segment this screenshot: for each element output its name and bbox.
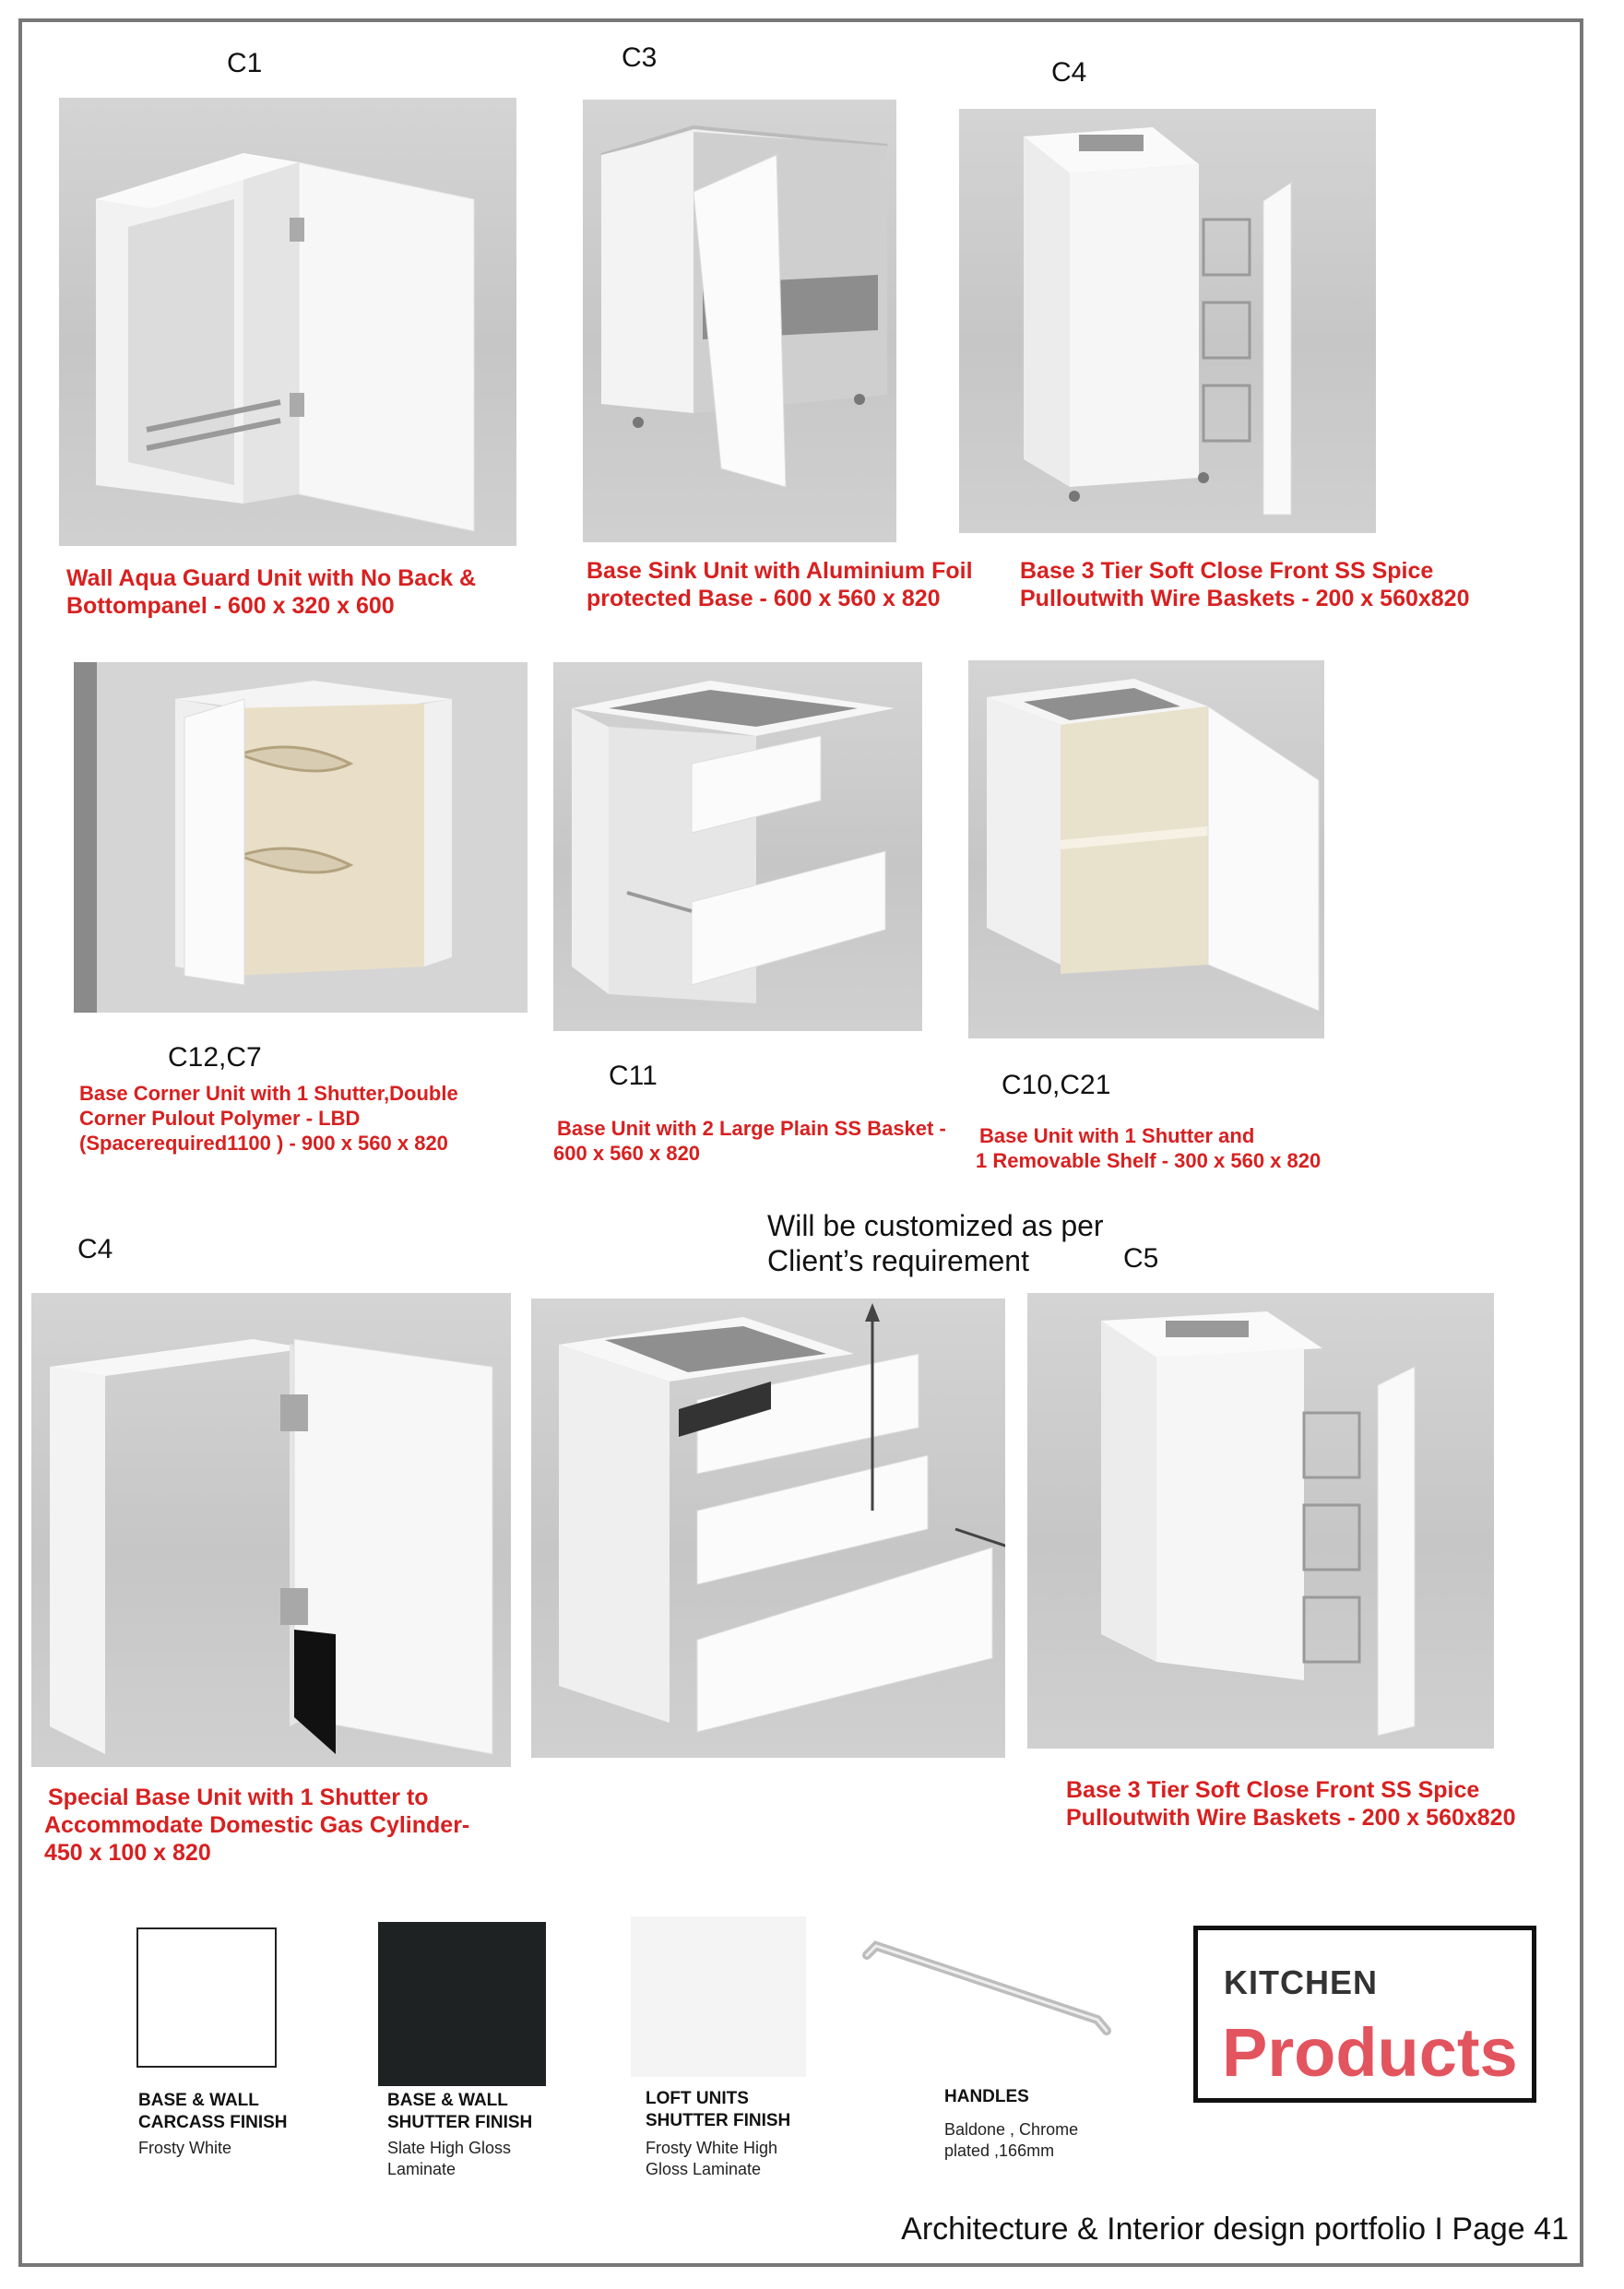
swatch-slate-high-gloss	[378, 1922, 546, 2086]
logo-line-kitchen: KITCHEN	[1224, 1963, 1378, 2001]
cabinet-photo-gas-cylinder-unit	[31, 1293, 511, 1767]
page-footer: Architecture & Interior design portfolio I Page 41	[901, 2212, 1569, 2247]
cabinet-photo-corner-unit	[74, 662, 528, 1013]
customization-note: Will be customized as per Client’s requirement	[767, 1209, 1104, 1277]
finish-title-loft: LOFT UNITS SHUTTER FINISH	[646, 2089, 791, 2130]
cabinet-photo-three-drawer-unit	[531, 1299, 1005, 1758]
unit-description-c3: Base Sink Unit with Aluminium Foil protected Base - 600 x 560 x 820	[587, 558, 973, 611]
finish-desc-handles: Baldone , Chrome plated ,166mm	[944, 2120, 1079, 2160]
finish-desc-carcass: Frosty White	[138, 2139, 232, 2157]
unit-code-c12-c7: C12,C7	[168, 1042, 262, 1073]
cabinet-photo-spice-pullout	[959, 109, 1376, 533]
swatch-frosty-white	[136, 1927, 277, 2068]
unit-description-c11: Base Unit with 2 Large Plain SS Basket - 600 x 560 x 820	[553, 1117, 946, 1165]
unit-description-c4-special: Special Base Unit with 1 Shutter to Accommodate Domestic Gas Cylinder- 450 x 100 x 820	[44, 1785, 470, 1866]
logo-line-products: Products	[1222, 2014, 1518, 2091]
finish-title-handles: HANDLES	[944, 2087, 1029, 2106]
cabinet-photo-shelf-unit	[968, 660, 1324, 1038]
unit-description-c10-c21: Base Unit with 1 Shutter and 1 Removable Shelf - 300 x 560 x 820	[976, 1124, 1322, 1172]
finish-title-shutter: BASE & WALL SHUTTER FINISH	[387, 2091, 533, 2132]
unit-description-c12-c7: Base Corner Unit with 1 Shutter,Double Corner Pulout Polymer - LBD (Spacerequired1100 ) - 900 x 560 x 820	[79, 1082, 458, 1155]
handle-icon	[858, 1927, 1125, 2047]
finish-title-carcass: BASE & WALL CARCASS FINISH	[138, 2091, 288, 2132]
kitchen-products-logo	[1193, 1926, 1536, 2103]
unit-code-c10-c21: C10,C21	[1002, 1070, 1111, 1100]
cabinet-photo-spice-pullout-c5	[1027, 1293, 1494, 1749]
finish-desc-shutter: Slate High Gloss Laminate	[387, 2139, 512, 2178]
unit-code-c3: C3	[622, 42, 658, 73]
finish-desc-loft: Frosty White High Gloss Laminate	[646, 2139, 778, 2178]
unit-code-c1: C1	[227, 48, 263, 78]
cabinet-photo-base-sink	[583, 100, 896, 542]
swatch-frosty-white-high-gloss	[631, 1916, 806, 2077]
unit-code-c5: C5	[1123, 1243, 1159, 1274]
unit-code-c4: C4	[1051, 57, 1087, 88]
unit-description-c4: Base 3 Tier Soft Close Front SS Spice Pulloutwith Wire Baskets - 200 x 560x820	[1020, 558, 1470, 611]
unit-description-c5: Base 3 Tier Soft Close Front SS Spice Pulloutwith Wire Baskets - 200 x 560x820	[1066, 1777, 1516, 1831]
unit-code-c11: C11	[609, 1061, 658, 1091]
cabinet-photo-wall-aqua-guard	[59, 98, 516, 546]
unit-code-c4-special: C4	[77, 1234, 113, 1264]
unit-description-c1: Wall Aqua Guard Unit with No Back & Bottompanel - 600 x 320 x 600	[66, 565, 477, 619]
cabinet-photo-two-basket-unit	[553, 662, 922, 1031]
